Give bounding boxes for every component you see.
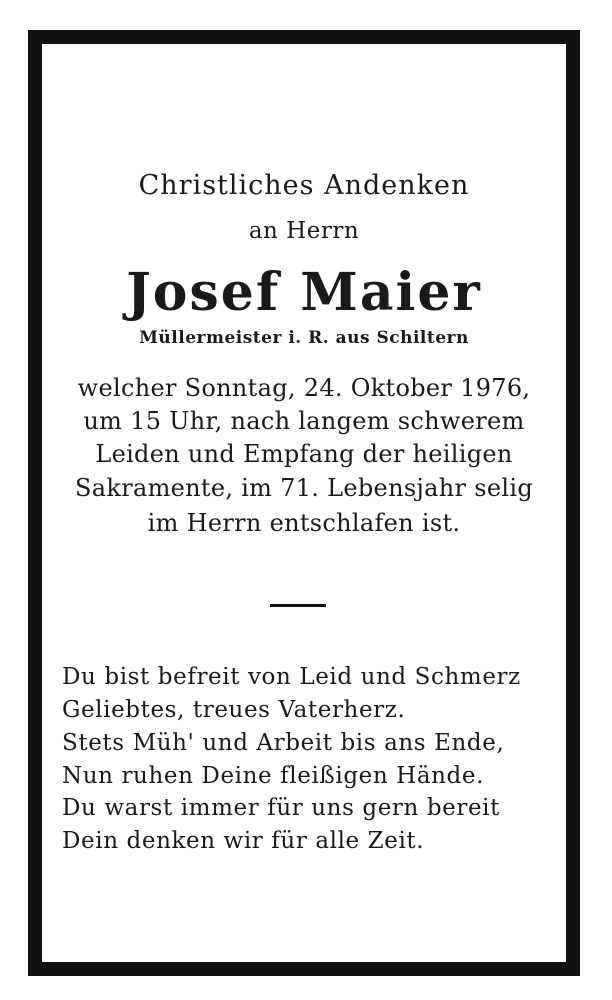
body-line: welcher Sonntag, 24. Oktober 1976, bbox=[77, 374, 531, 402]
poem-line: Nun ruhen Deine fleißigen Hände. bbox=[62, 763, 485, 789]
body-line: Sakramente, im 71. Lebensjahr selig bbox=[75, 474, 533, 502]
poem-line: Du bist befreit von Leid und Schmerz bbox=[62, 664, 521, 690]
poem-line: Geliebtes, treues Vaterherz. bbox=[62, 697, 406, 723]
body-line: Leiden und Empfang der heiligen bbox=[95, 440, 513, 468]
occupation-line: Müllermeister i. R. aus Schiltern bbox=[139, 328, 469, 348]
heading: Christliches Andenken bbox=[138, 170, 470, 201]
black-border-frame bbox=[28, 30, 580, 976]
body-line: um 15 Uhr, nach langem schwerem bbox=[83, 407, 525, 435]
deceased-name: Josef Maier bbox=[126, 262, 482, 323]
divider-rule bbox=[270, 604, 326, 607]
poem-line: Dein denken wir für alle Zeit. bbox=[62, 828, 425, 854]
body-line: im Herrn entschlafen ist. bbox=[147, 509, 461, 537]
poem-line: Stets Müh' und Arbeit bis ans Ende, bbox=[62, 730, 505, 756]
salutation: an Herrn bbox=[248, 218, 360, 244]
poem-line: Du warst immer für uns gern bereit bbox=[62, 795, 500, 821]
